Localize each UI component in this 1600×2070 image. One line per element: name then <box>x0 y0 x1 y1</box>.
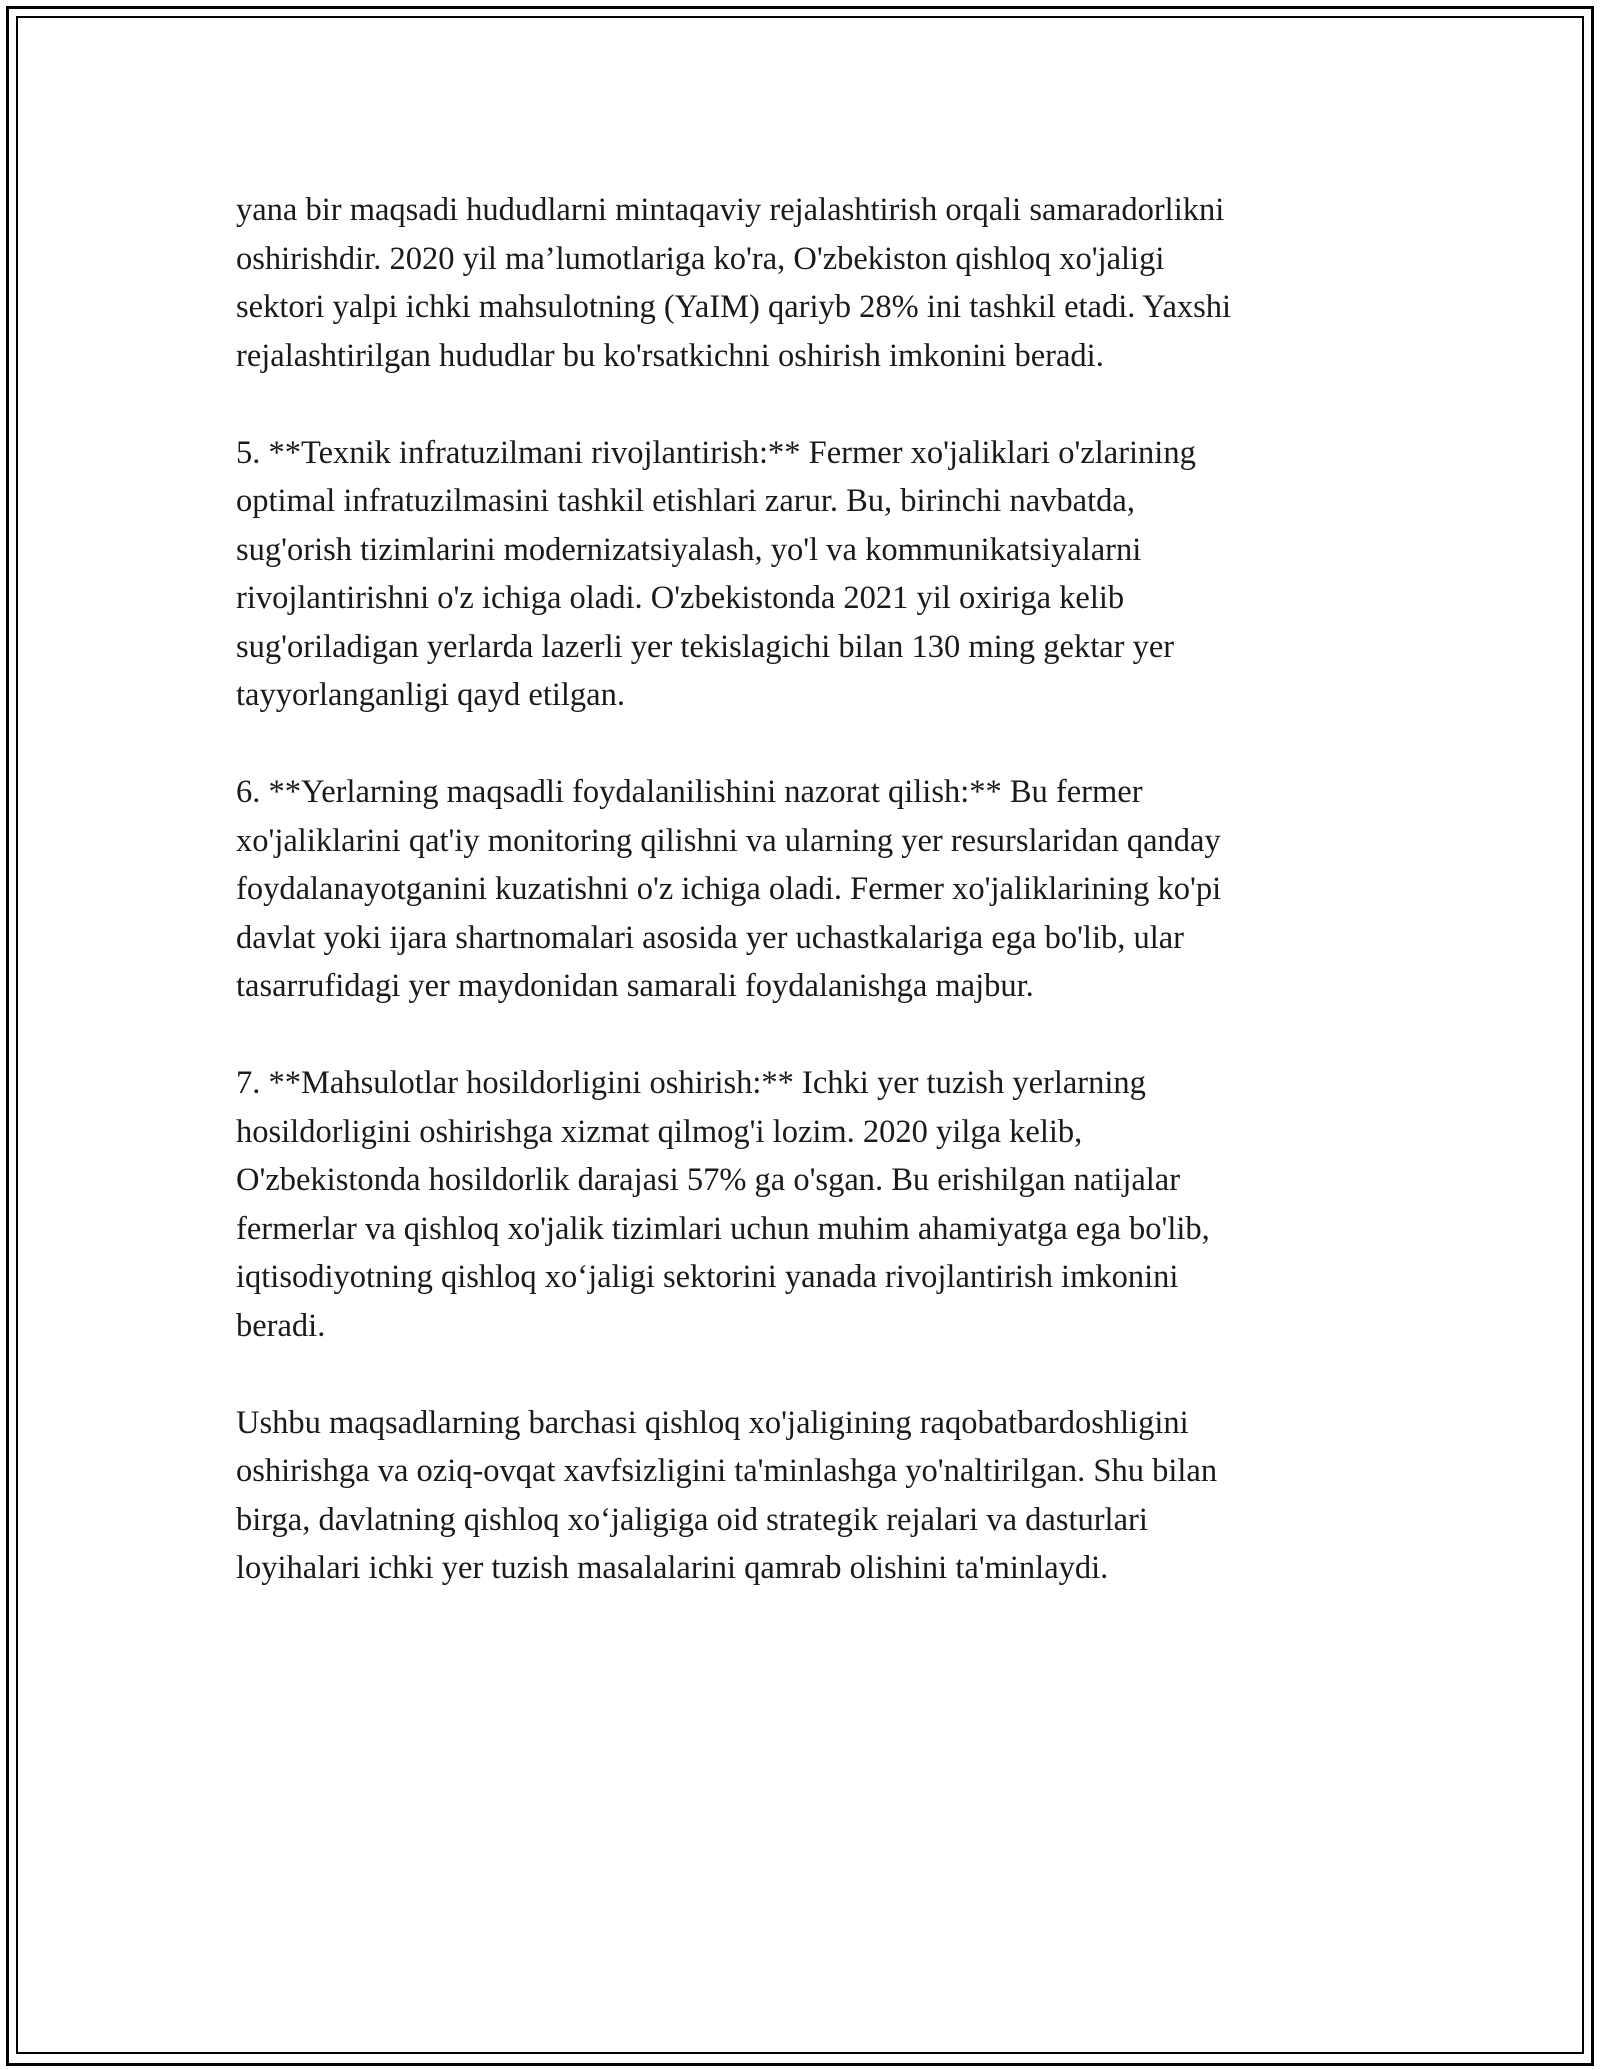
text-line: optimal infratuzilmasini tashkil etishlari zarur. Bu, birinchi navbatda, <box>236 483 1135 519</box>
text-line: davlat yoki ijara shartnomalari asosida yer uchastkalariga ega bo'lib, ular <box>236 919 1185 956</box>
text-line: 7. **Mahsulotlar hosildorligini oshirish:** Ichki yer tuzish yerlarning <box>236 1065 1146 1101</box>
text-line: loyihalari ichki yer tuzish masalalarini qamrab olishini ta'minlaydi. <box>236 1550 1109 1586</box>
paragraph-intro <box>236 186 1386 380</box>
text-line: iqtisodiyotning qishloq xo‘jaligi sektorini yanada rivojlantirish imkonini <box>236 1259 1179 1295</box>
text-line: beradi. <box>236 1307 326 1344</box>
text-line: xo'jaliklarini qat'iy monitoring qilishni va ularning yer resurslaridan qanday <box>236 822 1221 859</box>
text-line: birga, davlatning qishloq xo‘jaligiga oid strategik rejalari va dasturlari <box>236 1501 1148 1538</box>
paragraph-item-5 <box>236 429 1386 720</box>
document-body <box>236 186 1386 1641</box>
text-line: fermerlar va qishloq xo'jalik tizimlari uchun muhim ahamiyatga ega bo'lib, <box>236 1210 1210 1247</box>
paragraph-item-6 <box>236 768 1386 1011</box>
text-line: 6. **Yerlarning maqsadli foydalanilishini nazorat qilish:** Bu fermer <box>236 774 1143 810</box>
text-line: tayyorlanganligi qayd etilgan. <box>236 677 625 713</box>
paragraph-conclusion <box>236 1399 1386 1593</box>
text-line: sug'orish tizimlarini modernizatsiyalash, yo'l va kommunikatsiyalarni <box>236 531 1142 568</box>
text-line: oshirishdir. 2020 yil ma’lumotlariga ko'ra, O'zbekiston qishloq xo'jaligi <box>236 240 1165 277</box>
text-line: oshirishga va oziq-ovqat xavfsizligini ta'minlashga yo'naltirilgan. Shu bilan <box>236 1453 1218 1489</box>
text-line: rivojlantirishni o'z ichiga oladi. O'zbekistonda 2021 yil oxiriga kelib <box>236 580 1125 616</box>
text-line: yana bir maqsadi hududlarni mintaqaviy rejalashtirish orqali samaradorlikni <box>236 192 1225 228</box>
text-line: O'zbekistonda hosildorlik darajasi 57% ga o'sgan. Bu erishilgan natijalar <box>236 1162 1181 1198</box>
text-line: rejalashtirilgan hududlar bu ko'rsatkichni oshirish imkonini beradi. <box>236 337 1104 374</box>
text-line: sektori yalpi ichki mahsulotning (YaIM) qariyb 28% ini tashkil etadi. Yaxshi <box>236 289 1232 325</box>
text-line: 5. **Texnik infratuzilmani rivojlantirish:** Fermer xo'jaliklari o'zlarining <box>236 434 1196 471</box>
text-line: foydalanayotganini kuzatishni o'z ichiga oladi. Fermer xo'jaliklarining ko'pi <box>236 871 1222 907</box>
text-line: hosildorligini oshirishga xizmat qilmog'i lozim. 2020 yilga kelib, <box>236 1113 1083 1150</box>
text-line: Ushbu maqsadlarning barchasi qishloq xo'jaligining raqobatbardoshligini <box>236 1404 1189 1441</box>
text-line: tasarrufidagi yer maydonidan samarali foydalanishga majbur. <box>236 968 1034 1004</box>
paragraph-item-7 <box>236 1059 1386 1350</box>
text-line: sug'oriladigan yerlarda lazerli yer tekislagichi bilan 130 ming gektar yer <box>236 628 1175 665</box>
